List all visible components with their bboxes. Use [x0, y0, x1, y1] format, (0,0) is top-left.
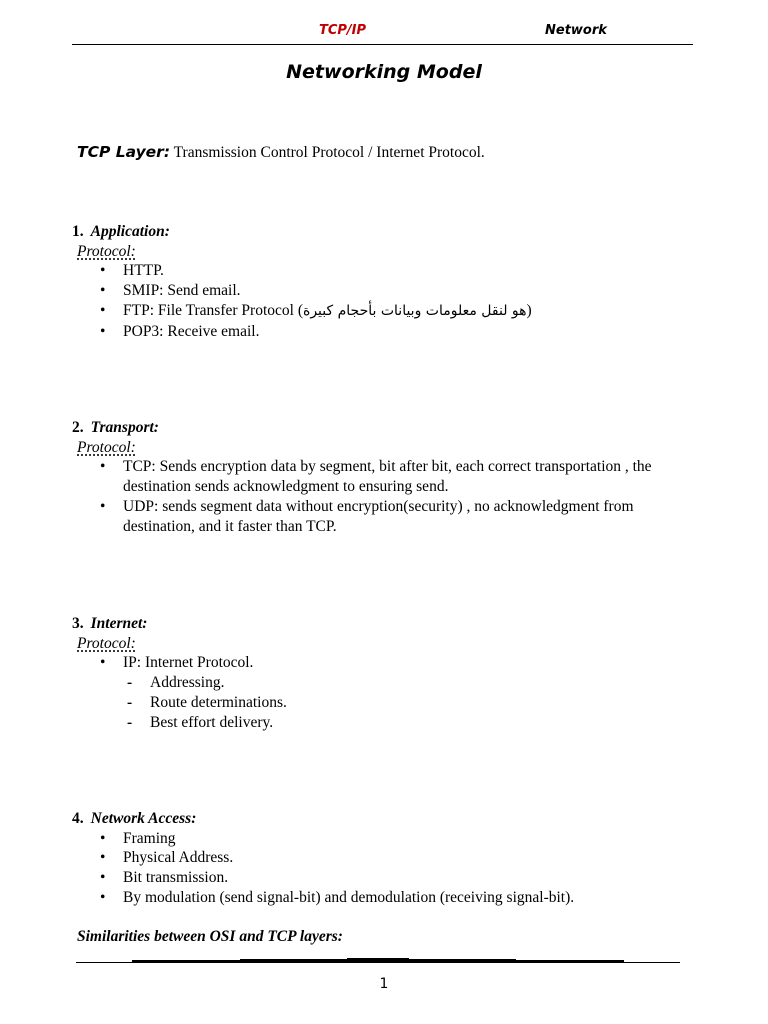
bullet-icon: •: [100, 654, 106, 672]
section-number: 4.: [72, 810, 84, 827]
list-item: [72, 301, 693, 322]
bullet-icon: •: [100, 301, 106, 319]
section-number: 3.: [72, 615, 84, 632]
section-number: 2.: [72, 419, 84, 436]
protocol-label: Protocol:: [77, 634, 136, 652]
bullet-icon: •: [100, 262, 106, 280]
header-left-text: TCP/IP: [319, 23, 367, 38]
list-item: [72, 653, 693, 673]
sub-list-item-text: Addressing.: [150, 674, 225, 692]
list-item: [72, 281, 693, 301]
section-application: [72, 222, 693, 341]
section-title: Transport:: [90, 419, 159, 436]
bullet-icon: •: [100, 282, 106, 300]
dash-icon: -: [127, 693, 133, 711]
protocol-label: Protocol:: [77, 438, 136, 456]
list-item-text: IP: Internet Protocol.: [123, 654, 254, 672]
list-item: [72, 497, 693, 536]
bullet-icon: •: [100, 829, 106, 847]
list-item: [72, 848, 693, 868]
bullet-icon: •: [100, 888, 106, 906]
list-item-text: UDP: sends segment data without encryption(security) , no acknowledgment from destination, and it faster than TCP.: [123, 497, 634, 535]
dash-icon: -: [127, 674, 133, 692]
list-item: [72, 322, 693, 342]
ftp-arabic-note: هو لنقل معلومات وبيانات بأحجام كبيرة: [302, 302, 527, 319]
section-network-access: [72, 809, 693, 908]
function-list: [72, 829, 693, 908]
header-right-text: Network: [545, 23, 607, 38]
tcp-layer-text: Transmission Control Protocol / Internet Protocol.: [170, 144, 485, 161]
bullet-icon: •: [100, 458, 106, 476]
page-header: [72, 20, 693, 45]
bullet-icon: •: [100, 849, 106, 867]
section-heading: [72, 222, 693, 242]
sub-list-item-text: Route determinations.: [150, 693, 287, 711]
protocol-list: [72, 457, 693, 536]
bullet-icon: •: [100, 869, 106, 887]
section-title: Application:: [90, 223, 170, 240]
list-item-text: Physical Address.: [123, 849, 234, 867]
list-item-text: HTTP.: [123, 262, 164, 280]
list-item-text: SMIP: Send email.: [123, 282, 241, 300]
section-transport: [72, 418, 693, 536]
dash-icon: -: [127, 713, 133, 731]
page-number: 1: [379, 976, 389, 992]
list-item: [72, 888, 693, 908]
list-item-text: By modulation (send signal-bit) and demodulation (receiving signal-bit).: [123, 888, 575, 906]
list-item-text: TCP: Sends encryption data by segment, bit after bit, each correct transportation , the destination sends acknowledgment to ensuring send.: [123, 458, 652, 496]
similarities-heading: Similarities between OSI and TCP layers:: [77, 928, 343, 945]
page-title: Networking Model: [286, 61, 482, 83]
sub-list-item: [72, 693, 693, 713]
list-item: [72, 457, 693, 496]
section-internet: [72, 614, 693, 732]
section-heading: [72, 614, 693, 634]
ftp-close-paren: ): [526, 301, 532, 319]
section-heading: [72, 809, 693, 829]
list-item-text: Bit transmission.: [123, 869, 229, 887]
list-item: [72, 261, 693, 281]
list-item-text: POP3: Receive email.: [123, 322, 260, 340]
list-item: [72, 829, 693, 849]
tcp-layer-line: [77, 143, 485, 162]
section-number: 1.: [72, 223, 84, 240]
section-heading: [72, 418, 693, 438]
protocol-label: Protocol:: [77, 242, 136, 260]
list-item: [72, 868, 693, 888]
bullet-icon: •: [100, 322, 106, 340]
section-title: Network Access:: [90, 810, 197, 827]
sub-list-item: [72, 713, 693, 733]
protocol-list: [72, 261, 693, 341]
list-item-text: FTP: File Transfer Protocol (: [123, 301, 303, 319]
protocol-list: [72, 653, 693, 673]
list-item-text: Framing: [123, 829, 176, 847]
sub-list: [72, 673, 693, 732]
sub-list-item-text: Best effort delivery.: [150, 713, 274, 731]
footer-divider-ornament: [347, 958, 409, 963]
section-title: Internet:: [90, 615, 148, 632]
tcp-layer-label: TCP Layer:: [77, 143, 171, 161]
sub-list-item: [72, 673, 693, 693]
bullet-icon: •: [100, 497, 106, 515]
